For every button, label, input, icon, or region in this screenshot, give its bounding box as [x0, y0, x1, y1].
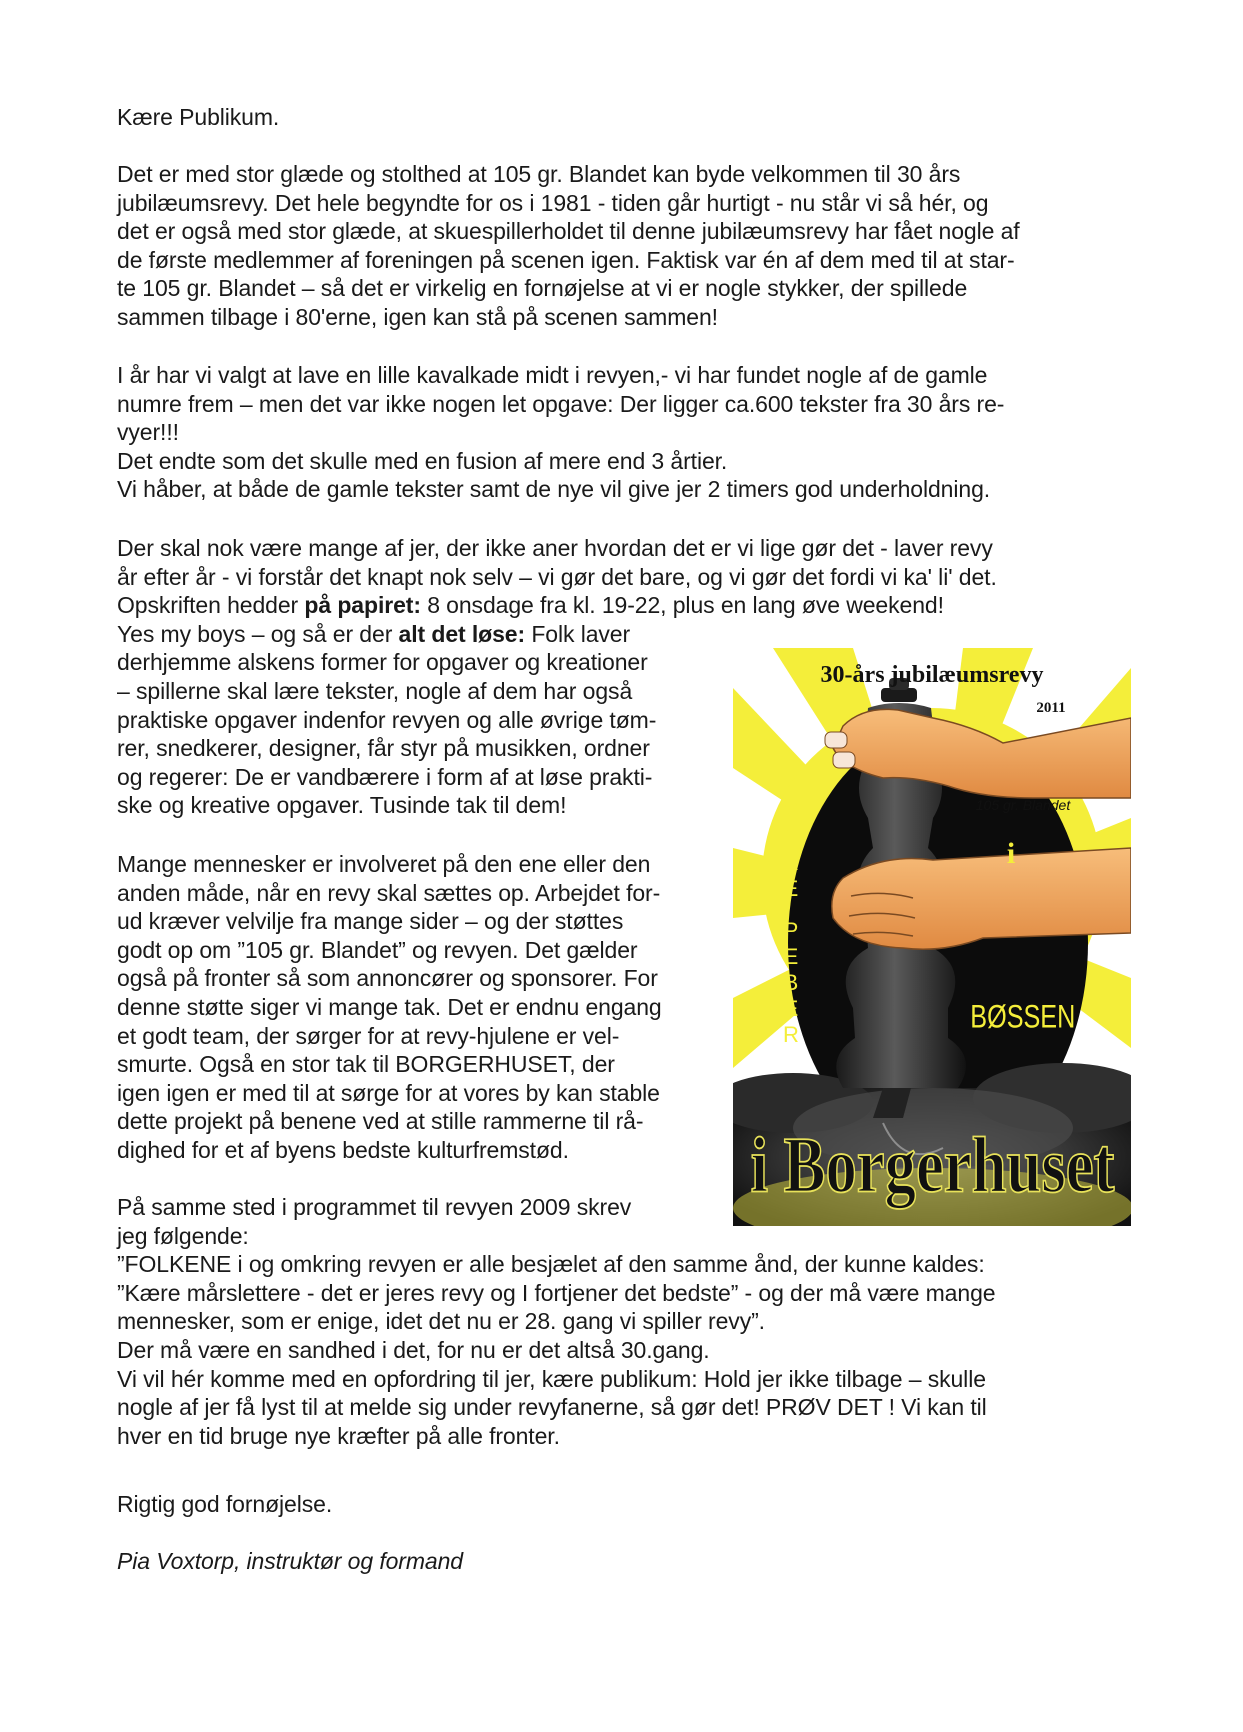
- text-line: praktiske opgaver indenfor revyen og alle øvrige tøm-: [117, 706, 657, 733]
- text-line: ”Kære mårslettere - det er jeres revy og I fortjener det bedste” - og der må være mange: [117, 1279, 996, 1306]
- text-line: også på fronter så som annoncører og sponsorer. For: [117, 965, 658, 992]
- signature-text: Pia Voxtorp, instruktør og formand: [117, 1548, 464, 1574]
- text-line: det er også med stor glæde, at skuespillerholdet til denne jubilæumsrevy har fået nogle af: [117, 218, 1020, 245]
- text-line: jeg følgende:: [117, 1222, 249, 1249]
- text-line: igen igen er med til at sørge for at vores by kan stable: [117, 1079, 660, 1106]
- text-line: nogle af jer få lyst til at melde sig under revyfanerne, så gør det! PRØV DET ! Vi kan til: [117, 1394, 987, 1421]
- letter: R: [783, 1022, 799, 1047]
- paragraph-kavalkade: [117, 361, 1137, 504]
- text-line: dighed for et af byens bedste kulturfremstød.: [117, 1136, 569, 1163]
- text-line: derhjemme alskens former for opgaver og kreationer: [117, 649, 648, 676]
- text-line: mennesker, som er enige, idet det nu er 28. gang vi spiller revy”.: [117, 1308, 765, 1335]
- text-line: smurte. Også en stor tak til BORGERHUSET, der: [117, 1051, 615, 1078]
- loose-post: Folk laver: [525, 620, 631, 647]
- text-line: Vi håber, at både de gamle tekster samt de nye vil give jer 2 timers god underholdning.: [117, 476, 991, 503]
- text-line: de første medlemmer af foreningen på scenen igen. Faktisk var én af dem med til at star-: [117, 246, 1015, 273]
- lower-hand: [832, 848, 1131, 949]
- text-line: På samme sted i programmet til revyen 2009 skrev: [117, 1194, 632, 1220]
- text-line: – spillerne skal lære tekster, nogle af dem har også: [117, 677, 633, 704]
- letter: B: [783, 970, 799, 995]
- poster-year: 2011: [1036, 700, 1066, 716]
- poster-venue: i Borgerhuset: [750, 1121, 1115, 1210]
- signature: [117, 1547, 1137, 1576]
- poster-artwork: [733, 648, 1131, 1226]
- text-line: I år har vi valgt at lave en lille kavalkade midt i revyen,- vi har fundet nogle af de gamle: [117, 362, 988, 388]
- recipe-pre: Opskriften hedder: [117, 592, 305, 619]
- poster-group: 105 gr. Blandet: [975, 797, 1071, 813]
- letter: E: [783, 876, 799, 901]
- greeting-text: Kære Publikum.: [117, 104, 280, 130]
- poster-bossen: BØSSEN: [970, 999, 1076, 1036]
- text-line: anden måde, når en revy skal sættes op. Arbejdet for-: [117, 879, 661, 906]
- text-line: denne støtte siger vi mange tak. Det er endnu engang: [117, 993, 662, 1020]
- text-line: ”FOLKENE i og omkring revyen er alle besjælet af den samme ånd, der kunne kaldes:: [117, 1251, 985, 1278]
- poster-small-i: i: [1006, 837, 1016, 870]
- loose-pre: Yes my boys – og så er der: [117, 620, 399, 647]
- letter: R: [783, 850, 799, 875]
- closing-text: Rigtig god fornøjelse.: [117, 1491, 333, 1517]
- paragraph-intro: [117, 160, 1137, 332]
- letter: M: [781, 798, 801, 823]
- text-line: Vi vil hér komme med en opfordring til jer, kære publikum: Hold jer ikke tilbage – skulle: [117, 1365, 986, 1392]
- revue-poster: [733, 648, 1131, 1226]
- vertical-word-mere: [782, 798, 800, 901]
- recipe-line: [117, 591, 1137, 620]
- recipe-post: 8 onsdage fra kl. 19-22, plus en lang øve weekend!: [420, 592, 944, 619]
- text-line: ud kræver velvilje fra mange sider – og der støttes: [117, 908, 624, 935]
- text-line: godt op om ”105 gr. Blandet” og revyen. Det gælder: [117, 936, 638, 963]
- paragraph-2009-quote: [117, 1193, 1137, 1450]
- closing: [117, 1490, 1137, 1519]
- text-line: te 105 gr. Blandet – så det er virkelig en fornøjelse at vi er nogle stykker, der spillede: [117, 275, 968, 302]
- letter: P: [783, 918, 799, 943]
- text-line: et godt team, der sørger for at revy-hjulene er vel-: [117, 1022, 620, 1049]
- letter: E: [783, 996, 799, 1021]
- text-line: rer, snedkerer, designer, får styr på musikken, ordner: [117, 735, 650, 762]
- greeting: [117, 103, 1137, 132]
- recipe-bold: på papiret:: [304, 592, 421, 619]
- text-line: og regerer: De er vandbærere i form af at løse prakti-: [117, 763, 653, 790]
- text-line: Det er med stor glæde og stolthed at 105 gr. Blandet kan byde velkommen til 30 års: [117, 161, 961, 187]
- text-line: Det endte som det skulle med en fusion af mere end 3 årtier.: [117, 447, 728, 474]
- loose-line: [117, 620, 1137, 649]
- text-line: ske og kreative opgaver. Tusinde tak til dem!: [117, 792, 567, 819]
- text-line: jubilæumsrevy. Det hele begyndte for os i 1981 - tiden går hurtigt - nu står vi så hér, og: [117, 189, 989, 216]
- text-line: numre frem – men det var ikke nogen let opgave: Der ligger ca.600 tekster fra 30 års re-: [117, 390, 1005, 417]
- text-line: dette projekt på benene ved at stille rammerne til rå-: [117, 1108, 644, 1135]
- vertical-word-peber: [783, 918, 799, 1047]
- letter: E: [783, 824, 799, 849]
- letter: E: [783, 944, 799, 969]
- text-line: hver en tid bruge nye kræfter på alle fronter.: [117, 1422, 560, 1449]
- text-line: sammen tilbage i 80'erne, igen kan stå på scenen sammen!: [117, 303, 718, 330]
- text-line: Mange mennesker er involveret på den ene eller den: [117, 851, 651, 877]
- text-line: vyer!!!: [117, 419, 179, 446]
- poster-title: 30-års jubilæumsrevy: [820, 662, 1044, 688]
- text-line: år efter år - vi forstår det knapt nok selv – vi gør det bare, og vi gør det fordi vi ka' li' det.: [117, 563, 997, 590]
- text-line: Der skal nok være mange af jer, der ikke aner hvordan det er vi lige gør det - laver revy: [117, 535, 993, 561]
- text-line: Der må være en sandhed i det, for nu er det altså 30.gang.: [117, 1336, 710, 1363]
- loose-bold: alt det løse:: [398, 620, 526, 647]
